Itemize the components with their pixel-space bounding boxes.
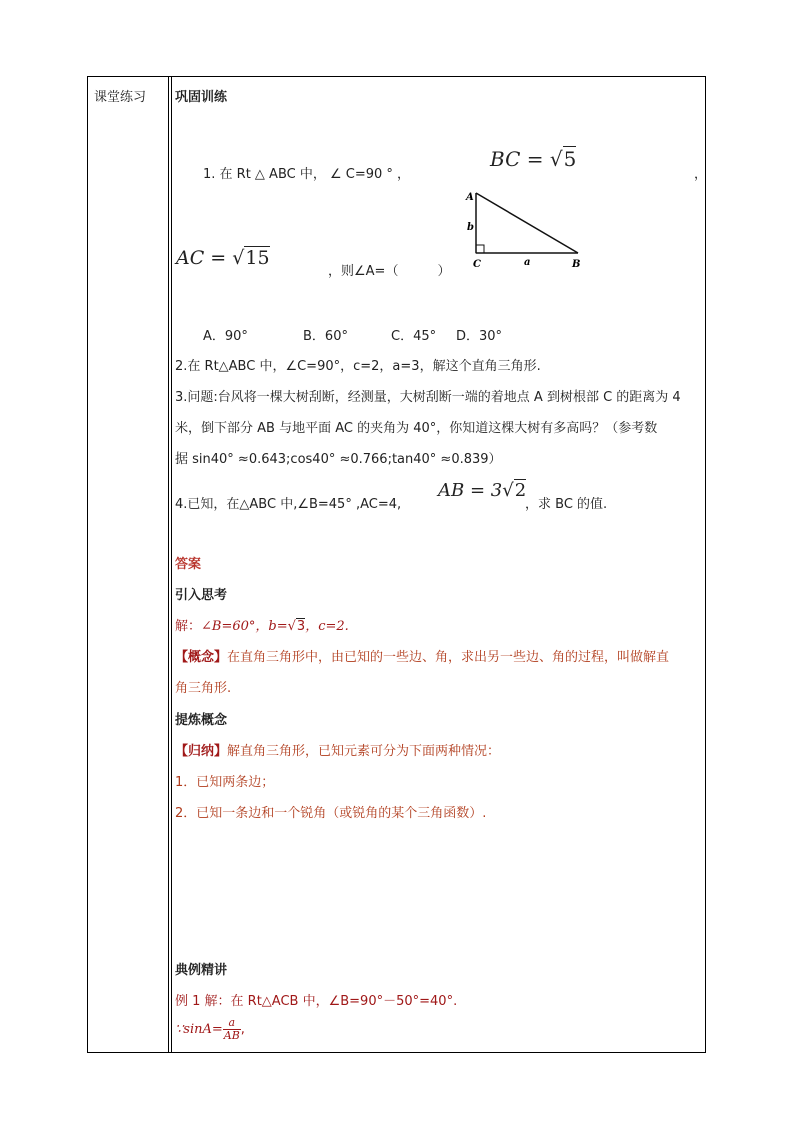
answer-heading: 答案 xyxy=(175,557,202,572)
solution-angle: ∠B=60°， xyxy=(201,619,269,634)
vertex-C: C xyxy=(473,259,481,270)
q3-line-1: 3.问题:台风将一棵大树刮断，经测量，大树刮断一端的着地点 A 到树根部 C 的距离为 4 xyxy=(175,390,681,405)
summary-line xyxy=(175,740,500,759)
column-divider xyxy=(168,77,169,1052)
solution-line: 解：∠B=60°，b=√3，c=2. xyxy=(175,619,349,634)
q1-text: 1. 在 Rt △ ABC 中， ∠ C=90 ° ， xyxy=(203,167,411,182)
side-c xyxy=(476,193,578,253)
concept-tag: 【概念】 xyxy=(175,650,228,665)
lesson-table xyxy=(87,76,706,1053)
q3-line-3: 据 sin40° ≈0.643;cos40° ≈0.766;tan40° ≈0.839） xyxy=(175,452,502,467)
q1-comma: ， xyxy=(694,167,708,182)
q2-text: 2.在 Rt△ABC 中，∠C=90°，c=2，a=3，解这个直角三角形. xyxy=(175,359,541,374)
q1-option-a: A．90° xyxy=(203,329,248,344)
q1-ac-formula: AC = √15 xyxy=(176,247,270,269)
example-heading: 典例精讲 xyxy=(175,963,228,978)
right-angle-mark xyxy=(476,245,484,253)
solution-prefix: 解： xyxy=(175,619,202,634)
example-1-line: 例 1 解：在 Rt△ACB 中，∠B=90°－50°=40°. xyxy=(175,994,458,1009)
heading-consolidate: 巩固训练 xyxy=(175,90,228,105)
section-label: 课堂练习 xyxy=(94,90,147,105)
concept-line-1 xyxy=(175,646,669,665)
q4-text: 4.已知，在△ABC 中,∠B=45° ,AC=4, xyxy=(175,497,402,512)
concept-line-2: 角三角形. xyxy=(175,681,232,696)
summary-text: 解直角三角形，已知元素可分为下面两种情况： xyxy=(227,744,501,759)
q1-option-d: D．30° xyxy=(456,329,503,344)
sin-fraction xyxy=(223,1017,241,1042)
example-1-sin xyxy=(175,1017,245,1042)
q1-tail: ，则∠A=（ ） xyxy=(328,264,451,279)
summary-tag: 【归纳】 xyxy=(175,744,228,759)
fraction-numerator: a xyxy=(223,1017,241,1030)
fraction-denominator: AB xyxy=(223,1029,240,1042)
bc-lhs: BC = xyxy=(490,147,550,171)
ab-lhs: AB = 3 xyxy=(438,480,503,501)
q1-option-b: B．60° xyxy=(303,329,348,344)
ac-lhs: AC = xyxy=(176,247,233,269)
intro-heading: 引入思考 xyxy=(175,588,228,603)
solution-c: ，c=2. xyxy=(305,619,349,634)
sin-tail: , xyxy=(240,1022,245,1037)
refine-heading: 提炼概念 xyxy=(175,713,228,728)
vertex-A: A xyxy=(466,192,474,203)
sin-prefix: ∵sinA= xyxy=(175,1022,223,1037)
solution-radicand: 3 xyxy=(296,619,306,634)
concept-text: 在直角三角形中，由已知的一些边、角，求出另一些边、角的过程，叫做解直 xyxy=(227,650,670,665)
vertex-B: B xyxy=(572,259,581,270)
label-a: a xyxy=(524,257,531,268)
label-b: b xyxy=(467,222,474,233)
bc-radicand: 5 xyxy=(563,147,577,171)
summary-item-1: 1．已知两条边； xyxy=(175,775,275,790)
q4-ab-formula: AB = 3√2 xyxy=(438,480,527,501)
triangle-diagram xyxy=(464,185,594,275)
summary-item-2: 2．已知一条边和一个锐角（或锐角的某个三角函数）. xyxy=(175,806,487,821)
solution-b: b= xyxy=(268,619,288,634)
q1-bc-formula: BC = √5 xyxy=(490,147,577,171)
column-divider-inner xyxy=(171,77,172,1052)
q1-option-c: C．45° xyxy=(391,329,437,344)
ac-radicand: 15 xyxy=(245,247,270,269)
q3-line-2: 米，倒下部分 AB 与地平面 AC 的夹角为 40°，你知道这棵大树有多高吗？（参考数 xyxy=(175,421,658,436)
q4-tail: ，求 BC 的值. xyxy=(525,497,608,512)
ab-radicand: 2 xyxy=(514,480,527,501)
